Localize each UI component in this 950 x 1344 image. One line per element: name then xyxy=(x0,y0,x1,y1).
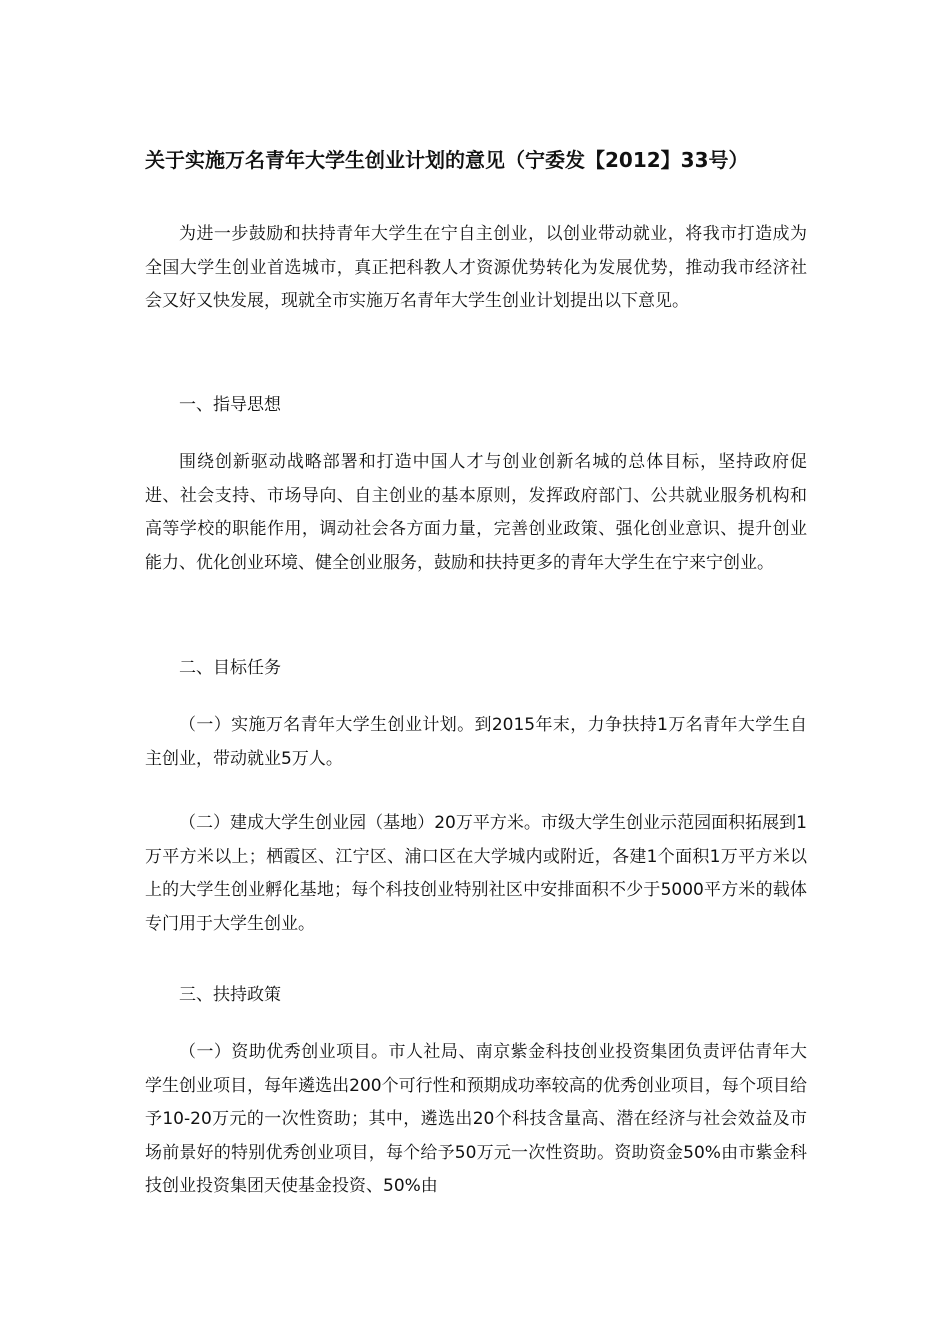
section-2-paragraph-1: （一）实施万名青年大学生创业计划。到2015年末，力争扶持1万名青年大学生自主创业，带动就业5万人。 xyxy=(145,715,807,769)
section-heading-support-policies: 三、扶持政策 xyxy=(179,985,281,1005)
section-heading-guiding-ideology: 一、指导思想 xyxy=(179,395,281,415)
section-heading-goals-tasks: 二、目标任务 xyxy=(179,658,281,678)
section-1-paragraph: 围绕创新驱动战略部署和打造中国人才与创业创新名城的总体目标，坚持政府促进、社会支持、市场导向、自主创业的基本原则，发挥政府部门、公共就业服务机构和高等学校的职能作用，调动社会各方面力量，完善创业政策、强化创业意识、提升创业能力、优化创业环境、健全创业服务，鼓励和扶持更多的青年大学生在宁来宁创业。 xyxy=(145,452,807,573)
document-title: 关于实施万名青年大学生创业计划的意见（宁委发【2012】33号） xyxy=(145,148,749,172)
section-2-paragraph-2: （二）建成大学生创业园（基地）20万平方米。市级大学生创业示范园面积拓展到1万平方米以上；栖霞区、江宁区、浦口区在大学城内或附近，各建1个面积1万平方米以上的大学生创业孵化基地；每个科技创业特别社区中安排面积不少于5000平方米的载体专门用于大学生创业。 xyxy=(145,813,807,934)
section-3-paragraph-1: （一）资助优秀创业项目。市人社局、南京紫金科技创业投资集团负责评估青年大学生创业项目，每年遴选出200个可行性和预期成功率较高的优秀创业项目，每个项目给予10-20万元的一次性资助；其中，遴选出20个科技含量高、潜在经济与社会效益及市场前景好的特别优秀创业项目，每个给予50万元一次性资助。资助资金50%由市紫金科技创业投资集团天使基金投资、50%由 xyxy=(145,1042,807,1196)
intro-paragraph: 为进一步鼓励和扶持青年大学生在宁自主创业，以创业带动就业，将我市打造成为全国大学生创业首选城市，真正把科教人才资源优势转化为发展优势，推动我市经济社会又好又快发展，现就全市实施万名青年大学生创业计划提出以下意见。 xyxy=(145,224,807,311)
